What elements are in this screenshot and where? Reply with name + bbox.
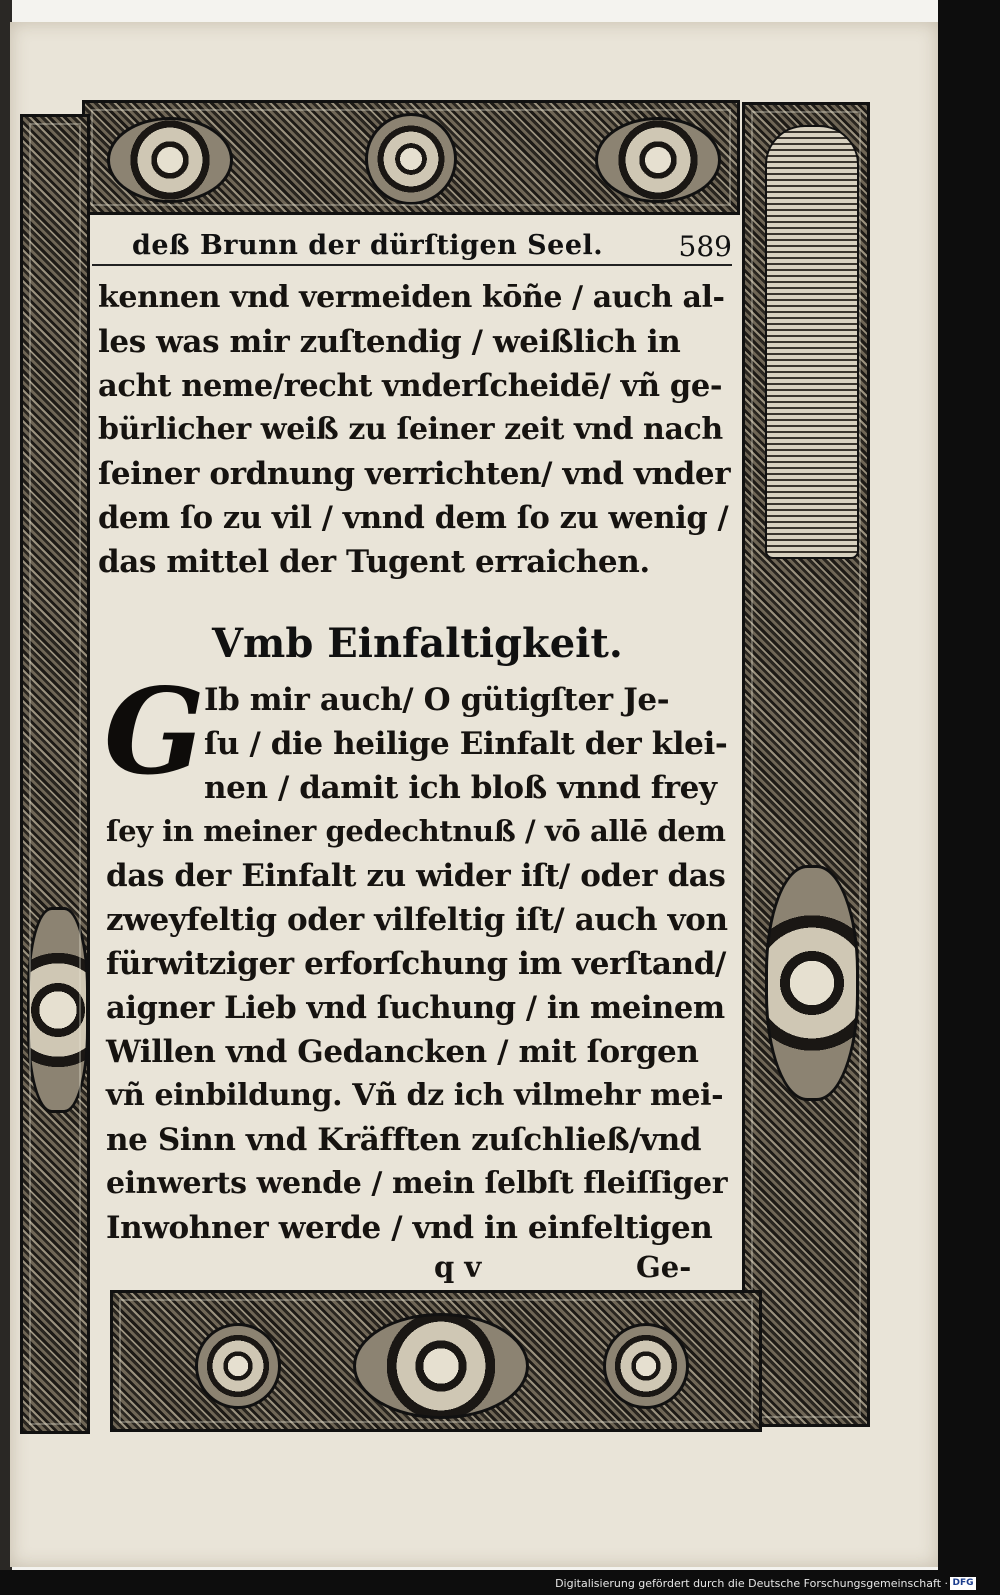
woodcut-border-bottom <box>110 1290 762 1432</box>
woodcut-border-left <box>20 114 90 1434</box>
book-page <box>10 22 938 1567</box>
woodcut-border-top <box>82 100 740 215</box>
rosette-ornament <box>603 1323 689 1409</box>
woodcut-border-right <box>742 102 870 1427</box>
head-rule <box>92 264 732 266</box>
text-line: kennen vnd vermeiden kōñe / auch al- <box>98 280 725 315</box>
saint-figure-ornament <box>765 125 859 559</box>
rosette-ornament <box>195 1323 281 1409</box>
text-line: dem ſo zu vil / vnnd dem ſo zu wenig / <box>98 500 729 536</box>
drop-initial: G <box>104 662 205 801</box>
signature-mark: q v <box>434 1250 482 1284</box>
rosette-ornament <box>27 907 89 1113</box>
rosette-ornament <box>595 117 721 203</box>
text-block <box>92 218 744 1286</box>
text-line: ſu / die heilige Einfalt der klei- <box>204 726 728 762</box>
text-line: das der Einfalt zu wider iſt/ oder das <box>106 858 726 894</box>
rosette-ornament <box>365 113 457 205</box>
digitization-credit: Digitalisierung gefördert durch die Deutsche Forschungsgemeinschaft · <box>555 1577 948 1590</box>
scan-background-right <box>938 0 1000 1595</box>
text-line: aigner Lieb vnd ſuchung / in meinem <box>106 990 725 1026</box>
text-line: ſeiner ordnung verrichten/ vnd vnder <box>98 456 731 492</box>
text-line: Willen vnd Gedancken / mit ſorgen <box>106 1034 699 1070</box>
running-head <box>132 230 732 274</box>
rosette-ornament <box>107 117 233 203</box>
text-line: Inwohner werde / vnd in einfeltigen <box>106 1210 713 1246</box>
catchword: Ge- <box>636 1250 692 1284</box>
text-line: fürwitziger erforſchung im verſtand/ <box>106 946 726 982</box>
text-line: das mittel der Tugent erraichen. <box>98 544 650 580</box>
section-heading: Vmb Einfaltigkeit. <box>212 620 623 667</box>
text-line: zweyfeltig oder vilfeltig iſt/ auch von <box>106 902 728 938</box>
text-line: einwerts wende / mein ſelbſt fleiſſiger <box>106 1166 728 1201</box>
dfg-logo: DFG <box>950 1577 976 1590</box>
text-line: les was mir zuſtendig / weißlich in <box>98 324 681 360</box>
text-line: nen / damit ich bloß vnnd frey <box>204 770 717 806</box>
text-line: ne Sinn vnd Kräfften zuſchließ/vnd <box>106 1122 702 1158</box>
rosette-ornament <box>353 1313 529 1419</box>
running-head-title: deß Brunn der dürſtigen Seel. <box>132 230 604 261</box>
rosette-ornament <box>765 865 859 1101</box>
text-line: acht neme/recht vnderſcheidē/ vñ ge- <box>98 368 723 404</box>
text-line: bürlicher weiß zu ſeiner zeit vnd nach <box>98 412 723 447</box>
text-line: vñ einbildung. Vñ dz ich vilmehr mei- <box>106 1078 724 1113</box>
page-number: 589 <box>678 230 732 263</box>
text-line: ſey in meiner gedechtnuß / vō allē dem <box>106 814 726 848</box>
text-line: Ib mir auch/ O gütigſter Je- <box>204 682 670 718</box>
